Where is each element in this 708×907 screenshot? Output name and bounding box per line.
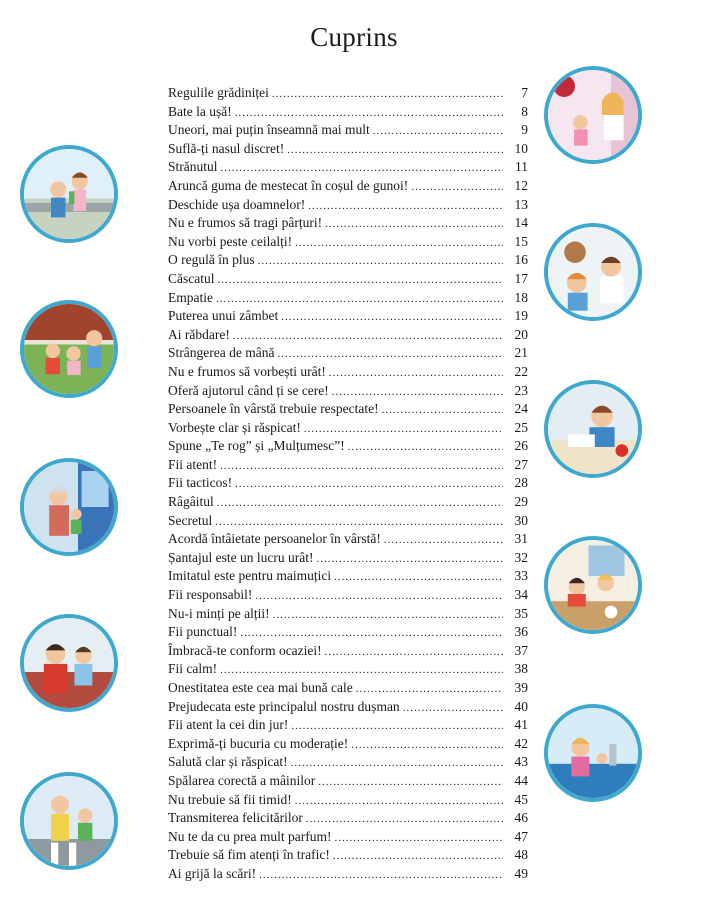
toc-entry-title: Ai răbdare! — [168, 326, 230, 342]
page-title: Cuprins — [310, 22, 398, 52]
toc-entry — [168, 753, 528, 772]
toc-entry-title: Persoanele în vârstă trebuie respectate! — [168, 401, 379, 417]
toc-entry-page: 47 — [514, 828, 528, 844]
toc-entry — [168, 698, 528, 717]
toc-dot-leader — [306, 810, 503, 829]
toc-entry — [168, 419, 528, 438]
toc-entry — [168, 660, 528, 679]
toc-dot-leader — [272, 85, 503, 104]
toc-entry-title: Șantajul este un lucru urât! — [168, 549, 314, 565]
toc-entry-page: 13 — [514, 196, 528, 212]
toc-dot-leader — [403, 699, 503, 718]
toc-entry — [168, 530, 528, 549]
toc-dot-leader — [235, 104, 503, 123]
toc-entry-title: Deschide ușa doamnelor! — [168, 196, 306, 212]
toc-entry-page: 7 — [521, 85, 528, 100]
toc-entry-title: Fii responsabil! — [168, 587, 253, 603]
toc-entry-page: 8 — [521, 103, 528, 119]
toc-dot-leader — [382, 401, 503, 420]
toc-dot-leader — [356, 680, 503, 699]
toc-entry-title: Bate la ușă! — [168, 103, 232, 119]
toc-dot-leader — [255, 587, 503, 606]
toc-entry — [168, 400, 528, 419]
toc-entry-title: Vorbește clar și răspicat! — [168, 419, 301, 435]
toc-dot-leader — [291, 717, 503, 736]
toc-dot-leader — [221, 159, 504, 178]
toc-dot-leader — [216, 290, 503, 309]
toc-entry — [168, 605, 528, 624]
toc-dot-leader — [220, 457, 503, 476]
illustration-children-playground — [20, 300, 118, 398]
toc-entry — [168, 326, 528, 345]
toc-entry-title: Nu e frumos să vorbești urât! — [168, 363, 326, 379]
toc-dot-leader — [384, 531, 503, 550]
toc-entry-page: 45 — [514, 791, 528, 807]
toc-entry-page: 12 — [514, 177, 528, 193]
toc-dot-leader — [277, 345, 503, 364]
toc-entry-page: 42 — [514, 735, 528, 751]
toc-dot-leader — [291, 754, 503, 773]
toc-entry — [168, 809, 528, 828]
toc-entry-page: 38 — [514, 661, 528, 677]
toc-dot-leader — [373, 122, 503, 141]
toc-entry-title: Fii atent la cei din jur! — [168, 717, 289, 733]
toc-entry-page: 32 — [514, 549, 528, 565]
toc-entry — [168, 158, 528, 177]
toc-dot-leader — [217, 494, 503, 513]
toc-entry — [168, 121, 528, 140]
illustration-boy-and-father — [544, 223, 642, 321]
toc-dot-leader — [334, 829, 503, 848]
toc-entry-page: 11 — [515, 159, 528, 175]
toc-entry-page: 22 — [514, 363, 528, 379]
toc-entry-title: Nu-i minți pe alții! — [168, 605, 270, 621]
toc-entry-page: 29 — [514, 494, 528, 510]
toc-entry-page: 24 — [514, 401, 528, 417]
toc-dot-leader — [351, 736, 503, 755]
toc-entry-title: Nu trebuie să fii timid! — [168, 791, 292, 807]
toc-entry-page: 14 — [514, 215, 528, 231]
table-of-contents — [168, 84, 528, 884]
illustration-handwashing — [544, 704, 642, 802]
toc-dot-leader — [318, 773, 503, 792]
toc-entry-page: 9 — [521, 122, 528, 138]
toc-entry-title: Nu e frumos să tragi pârțuri! — [168, 215, 323, 231]
toc-entry-page: 25 — [514, 419, 528, 435]
toc-entry-page: 44 — [514, 772, 528, 788]
toc-entry — [168, 233, 528, 252]
toc-entry-title: Spălarea corectă a mâinilor — [168, 772, 316, 788]
toc-dot-leader — [295, 792, 503, 811]
illustration-girls-door — [544, 66, 642, 164]
toc-dot-leader — [273, 606, 503, 625]
toc-dot-leader — [240, 624, 503, 643]
toc-entry-title: Strângerea de mână — [168, 345, 275, 361]
toc-entry-page: 23 — [514, 382, 528, 398]
toc-entry — [168, 791, 528, 810]
toc-entry-page: 16 — [514, 252, 528, 268]
toc-entry-title: Nu te da cu prea mult parfum! — [168, 828, 332, 844]
toc-entry — [168, 716, 528, 735]
toc-dot-leader — [332, 383, 503, 402]
toc-entry-page: 26 — [514, 438, 528, 454]
toc-entry-title: Regulile grădiniței — [168, 85, 269, 100]
toc-entry — [168, 214, 528, 233]
toc-entry-title: Suflă-ți nasul discret! — [168, 140, 285, 156]
toc-entry-title: Ai grijă la scări! — [168, 865, 257, 881]
toc-entry-page: 41 — [514, 717, 528, 733]
toc-dot-leader — [348, 438, 503, 457]
toc-entry — [168, 270, 528, 289]
toc-entry-page: 21 — [514, 345, 528, 361]
toc-entry-title: Prejudecata este principalul nostru dușman — [168, 698, 400, 714]
toc-entry-page: 28 — [514, 475, 528, 491]
toc-entry-title: Căscatul — [168, 270, 215, 286]
toc-dot-leader — [281, 308, 503, 327]
toc-entry — [168, 84, 528, 103]
toc-entry-title: Fii atent! — [168, 456, 218, 472]
toc-entry-page: 39 — [514, 680, 528, 695]
toc-dot-leader — [325, 215, 503, 234]
toc-entry-page: 27 — [514, 456, 528, 472]
toc-entry-title: Onestitatea este cea mai bună cale — [168, 680, 353, 695]
toc-entry-title: Exprimă-ți bucuria cu moderație! — [168, 735, 349, 751]
toc-entry-title: Trebuie să fim atenți în trafic! — [168, 847, 330, 863]
toc-entry — [168, 103, 528, 122]
toc-entry — [168, 307, 528, 326]
toc-dot-leader — [304, 420, 503, 439]
illustration-boy-homework — [544, 380, 642, 478]
toc-entry-title: O regulă în plus — [168, 252, 255, 268]
toc-dot-leader — [233, 327, 503, 346]
illustration-children-dog — [544, 536, 642, 634]
toc-entry — [168, 177, 528, 196]
toc-entry — [168, 382, 528, 401]
toc-entry-page: 17 — [514, 270, 528, 286]
toc-entry-title: Îmbracă-te conform ocaziei! — [168, 642, 322, 658]
toc-entry-title: Nu vorbi peste ceilalți! — [168, 233, 293, 249]
toc-entry — [168, 344, 528, 363]
toc-entry-page: 46 — [514, 810, 528, 826]
toc-dot-leader — [334, 568, 503, 587]
toc-entry — [168, 623, 528, 642]
illustration-father-and-son — [20, 614, 118, 712]
toc-entry-title: Puterea unui zâmbet — [168, 308, 279, 324]
toc-entry — [168, 586, 528, 605]
toc-entry-page: 33 — [514, 568, 528, 584]
toc-dot-leader — [295, 234, 503, 253]
toc-entry-title: Aruncă guma de mestecat în coșul de gunoi! — [168, 177, 409, 193]
toc-dot-leader — [411, 178, 503, 197]
toc-entry-title: Fii calm! — [168, 661, 218, 677]
toc-entry — [168, 735, 528, 754]
toc-entry-title: Oferă ajutorul când ți se cere! — [168, 382, 329, 398]
toc-entry-title: Imitatul este pentru maimuțici — [168, 568, 332, 584]
toc-dot-leader — [259, 866, 503, 885]
toc-dot-leader — [215, 513, 503, 532]
toc-entry-title: Transmiterea felicitărilor — [168, 810, 303, 826]
toc-entry — [168, 456, 528, 475]
toc-entry-page: 40 — [514, 698, 528, 714]
toc-entry-page: 30 — [514, 512, 528, 528]
toc-entry — [168, 865, 528, 884]
toc-entry — [168, 512, 528, 531]
toc-entry — [168, 289, 528, 308]
toc-entry — [168, 363, 528, 382]
toc-entry-page: 31 — [514, 531, 528, 547]
toc-entry — [168, 196, 528, 215]
toc-dot-leader — [333, 847, 503, 866]
illustration-crossing-street — [20, 772, 118, 870]
toc-entry-title: Salută clar și răspicat! — [168, 754, 288, 770]
toc-entry-page: 36 — [514, 624, 528, 640]
toc-entry — [168, 846, 528, 865]
toc-entry — [168, 493, 528, 512]
toc-dot-leader — [258, 252, 503, 271]
toc-entry-title: Fii tacticos! — [168, 475, 233, 491]
toc-entry-page: 48 — [514, 847, 528, 863]
toc-entry-title: Acordă întâietate persoanelor în vârstă! — [168, 531, 381, 547]
toc-dot-leader — [235, 475, 503, 494]
toc-dot-leader — [287, 141, 503, 160]
toc-entry — [168, 642, 528, 661]
toc-entry-title: Râgâitul — [168, 494, 214, 510]
toc-entry-page: 19 — [514, 308, 528, 324]
toc-entry-title: Spune „Te rog” și „Mulțumesc”! — [168, 438, 345, 454]
toc-dot-leader — [316, 550, 503, 569]
toc-entry-page: 43 — [514, 754, 528, 770]
toc-entry — [168, 437, 528, 456]
toc-dot-leader — [308, 197, 503, 216]
toc-entry-page: 35 — [514, 605, 528, 621]
toc-entry — [168, 549, 528, 568]
toc-entry-page: 34 — [514, 587, 528, 603]
toc-entry — [168, 772, 528, 791]
toc-entry-page: 18 — [514, 289, 528, 305]
toc-entry — [168, 474, 528, 493]
toc-entry-title: Uneori, mai puțin înseamnă mai mult — [168, 122, 370, 138]
toc-dot-leader — [329, 364, 503, 383]
toc-entry-title: Fii punctual! — [168, 624, 238, 640]
toc-entry-title: Empatie — [168, 289, 213, 305]
toc-entry-page: 15 — [514, 233, 528, 249]
illustration-children-sidewalk — [20, 145, 118, 243]
toc-entry-title: Secretul — [168, 512, 213, 528]
illustration-elderly-woman-bus — [20, 458, 118, 556]
toc-entry — [168, 567, 528, 586]
toc-entry-page: 49 — [514, 865, 528, 881]
toc-entry-title: Strănutul — [168, 159, 218, 175]
toc-entry — [168, 828, 528, 847]
toc-dot-leader — [325, 643, 503, 662]
toc-entry — [168, 251, 528, 270]
toc-entry-page: 10 — [514, 140, 528, 156]
toc-dot-leader — [220, 661, 503, 680]
toc-entry-page: 37 — [514, 642, 528, 658]
toc-entry — [168, 679, 528, 698]
toc-dot-leader — [218, 271, 504, 290]
toc-entry — [168, 140, 528, 159]
toc-entry-page: 20 — [514, 326, 528, 342]
